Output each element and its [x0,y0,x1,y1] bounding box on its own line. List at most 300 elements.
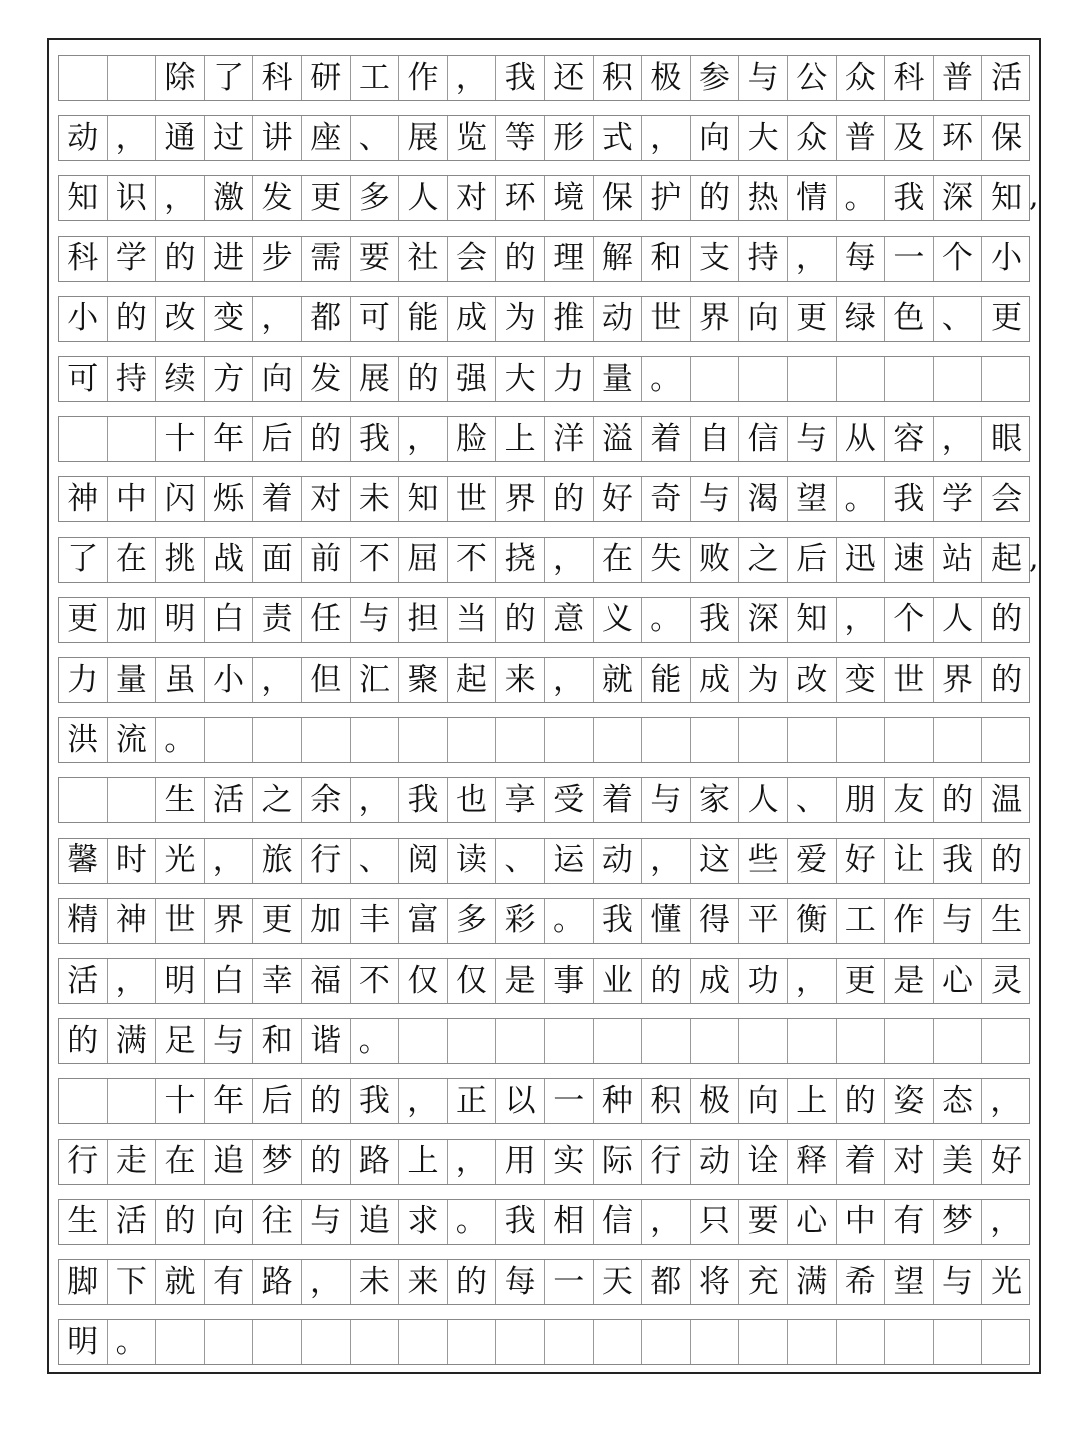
grid-char: 研 [302,56,351,100]
grid-char: 正 [448,1079,497,1123]
grid-char: 不 [351,538,400,582]
grid-empty-cell [302,718,351,762]
grid-row [58,236,1030,282]
grid-char: 未 [351,1260,400,1304]
grid-char: 生 [991,902,1023,939]
grid-char: 是 [496,959,545,1003]
grid-char: 动 [59,116,108,160]
grid-char: 站 [934,538,983,582]
grid-empty-cell [885,1320,934,1364]
grid-char: 后 [253,1079,302,1123]
grid-char: 座 [302,116,351,160]
grid-char: 的 [302,1140,351,1184]
grid-empty-cell [594,718,643,762]
grid-char: 着 [594,778,643,822]
grid-empty-cell [934,1019,983,1063]
grid-char: 对 [302,477,351,521]
grid-char: 都 [642,1260,691,1304]
grid-char: 满 [788,1260,837,1304]
grid-char: 的 [496,598,545,642]
grid-empty-cell [691,357,740,401]
grid-char: 起 [448,658,497,702]
grid-char: ， [399,1079,448,1123]
grid-char: 来 [496,658,545,702]
grid-char: 要 [351,237,400,281]
grid-char: 义 [594,598,643,642]
grid-row [58,175,1030,221]
grid-char: 可 [351,297,400,341]
grid-char: 实 [545,1140,594,1184]
grid-char: 挠 [496,538,545,582]
grid-char: 的 [302,1079,351,1123]
grid-char: 神 [108,899,157,943]
grid-char: 衡 [788,899,837,943]
grid-char: 用 [496,1140,545,1184]
grid-char: 之 [253,778,302,822]
grid-char: 对 [885,1140,934,1184]
grid-row [58,476,1030,522]
grid-char: 和 [642,237,691,281]
grid-char: 心 [934,959,983,1003]
grid-char: 活 [59,959,108,1003]
grid-char: ， [351,778,400,822]
grid-char: 相 [545,1200,594,1244]
grid-char: 色 [885,297,934,341]
grid-char: 还 [545,56,594,100]
grid-char: 变 [837,658,886,702]
grid-char: 就 [156,1260,205,1304]
grid-char: ， [108,116,157,160]
grid-char: 只 [691,1200,740,1244]
grid-char: 奇 [642,477,691,521]
grid-char: 人 [739,778,788,822]
grid-char: 好 [594,477,643,521]
grid-char: 足 [156,1019,205,1063]
grid-char: 界 [496,477,545,521]
grid-empty-cell [496,1320,545,1364]
grid-char: 展 [399,116,448,160]
grid-char: 。 [837,176,886,220]
grid-char: 意 [545,598,594,642]
grid-empty-cell [934,357,983,401]
grid-char: 面 [253,538,302,582]
grid-empty-cell [205,1320,254,1364]
grid-char: ， [253,658,302,702]
grid-char: 界 [691,297,740,341]
grid-empty-cell [59,1079,108,1123]
grid-char: 。 [545,899,594,943]
grid-char: 一 [885,237,934,281]
grid-char: 会 [991,480,1023,517]
grid-char: 。 [642,598,691,642]
grid-char: 界 [205,899,254,943]
grid-char: 事 [545,959,594,1003]
grid-char: 上 [788,1079,837,1123]
grid-empty-cell [545,1320,594,1364]
grid-empty-cell [837,357,886,401]
grid-char: 保 [991,119,1023,156]
grid-char: 向 [739,297,788,341]
grid-char: 着 [837,1140,886,1184]
grid-row [58,1078,1030,1124]
grid-char: 读 [448,839,497,883]
grid-char: 虽 [156,658,205,702]
grid-char: 极 [642,56,691,100]
grid-char: 为 [496,297,545,341]
grid-empty-cell [302,1320,351,1364]
grid-char: 更 [253,899,302,943]
grid-char: 和 [253,1019,302,1063]
grid-empty-cell [108,778,157,822]
grid-char: 境 [545,176,594,220]
grid-empty-cell [837,718,886,762]
grid-char: 我 [496,1200,545,1244]
grid-char: 的 [399,357,448,401]
grid-char: ， [990,1203,1022,1240]
grid-char: 释 [788,1140,837,1184]
grid-char: 与 [351,598,400,642]
grid-char: 行 [642,1140,691,1184]
grid-char: 馨 [59,839,108,883]
grid-char: 我 [934,839,983,883]
grid-char: 众 [788,116,837,160]
grid-char: 环 [934,116,983,160]
grid-char: 平 [739,899,788,943]
grid-char: 、 [351,116,400,160]
grid-char: 科 [253,56,302,100]
grid-char: 我 [351,1079,400,1123]
grid-char: 的 [496,237,545,281]
grid-row [58,1018,1030,1064]
grid-char: 信 [739,417,788,461]
grid-char: ， [253,297,302,341]
grid-char: 的 [991,661,1023,698]
grid-char: 生 [59,1200,108,1244]
grid-char: 持 [108,357,157,401]
grid-char: 白 [205,959,254,1003]
grid-char: 改 [156,297,205,341]
grid-char: 览 [448,116,497,160]
grid-char: 更 [837,959,886,1003]
grid-char: ， [545,658,594,702]
grid-char: 富 [399,899,448,943]
grid-char: 我 [691,598,740,642]
grid-empty-cell [885,1019,934,1063]
grid-empty-cell [982,718,1031,762]
grid-char: 未 [351,477,400,521]
grid-char: 护 [642,176,691,220]
grid-char: 世 [885,658,934,702]
grid-char: 但 [302,658,351,702]
grid-char: 知 [788,598,837,642]
grid-char: 神 [59,477,108,521]
grid-row [58,717,1030,763]
grid-empty-cell [399,1019,448,1063]
grid-char: 我 [885,477,934,521]
grid-char: 幸 [253,959,302,1003]
grid-char: 与 [739,56,788,100]
grid-char: 量 [594,357,643,401]
grid-char: 。 [351,1019,400,1063]
grid-char: 起 [991,541,1023,578]
grid-char: 激 [205,176,254,220]
grid-char: ， [837,598,886,642]
grid-char: 中 [108,477,157,521]
grid-empty-cell [351,1320,400,1364]
grid-char: 之 [739,538,788,582]
grid-char: 担 [399,598,448,642]
grid-char: 会 [448,237,497,281]
grid-char: 明 [59,1320,108,1364]
grid-char: 的 [991,601,1023,638]
grid-char: 我 [496,56,545,100]
grid-char: 除 [156,56,205,100]
grid-char: 往 [253,1200,302,1244]
grid-char: 福 [302,959,351,1003]
grid-char: 谐 [302,1019,351,1063]
grid-empty-cell [545,718,594,762]
grid-char: 受 [545,778,594,822]
grid-empty-cell [837,1320,886,1364]
grid-char: 也 [448,778,497,822]
grid-char: ， [642,116,691,160]
grid-char: 望 [885,1260,934,1304]
grid-char: 上 [399,1140,448,1184]
grid-char: 强 [448,357,497,401]
grid-char: 步 [253,237,302,281]
grid-char: 的 [156,1200,205,1244]
grid-char: 满 [108,1019,157,1063]
grid-char: 信 [594,1200,643,1244]
grid-char: 加 [108,598,157,642]
grid-empty-cell [448,1019,497,1063]
grid-char: 烁 [205,477,254,521]
grid-empty-cell [739,1019,788,1063]
grid-char: 流 [108,718,157,762]
grid-char: 动 [594,839,643,883]
grid-char: 灵 [991,962,1023,999]
grid-row [58,416,1030,462]
grid-char: 小 [205,658,254,702]
grid-char: 的 [642,959,691,1003]
grid-char: 态 [934,1079,983,1123]
grid-char: 丰 [351,899,400,943]
grid-char: 聚 [399,658,448,702]
grid-char: 等 [496,116,545,160]
grid-char: 科 [885,56,934,100]
grid-char: 的 [545,477,594,521]
grid-row [58,356,1030,402]
grid-char: 天 [594,1260,643,1304]
grid-char: 温 [991,781,1023,818]
grid-char: 热 [739,176,788,220]
grid-char: 参 [691,56,740,100]
grid-char: 与 [642,778,691,822]
grid-char: 精 [59,899,108,943]
grid-char: 向 [739,1079,788,1123]
grid-empty-cell [934,718,983,762]
grid-char: 的 [156,237,205,281]
grid-char: 个 [934,237,983,281]
grid-char: 中 [837,1200,886,1244]
grid-char: 充 [739,1260,788,1304]
grid-empty-cell [934,1320,983,1364]
grid-char: 加 [302,899,351,943]
grid-empty-cell [837,1019,886,1063]
grid-char: 的 [448,1260,497,1304]
grid-empty-cell [739,718,788,762]
grid-char: 方 [205,357,254,401]
grid-char: 知 [59,176,108,220]
grid-char: 有 [205,1260,254,1304]
grid-char: 。 [156,718,205,762]
grid-char: 动 [594,297,643,341]
grid-char: 希 [837,1260,886,1304]
grid-empty-cell [496,718,545,762]
grid-char: 姿 [885,1079,934,1123]
grid-char: 着 [642,417,691,461]
grid-char: 旅 [253,839,302,883]
grid-char: 美 [934,1140,983,1184]
grid-char: 家 [691,778,740,822]
grid-char: 责 [253,598,302,642]
grid-row [58,1139,1030,1185]
grid-row [58,1199,1030,1245]
grid-char: 求 [399,1200,448,1244]
grid-char: 对 [448,176,497,220]
grid-char: 情 [788,176,837,220]
grid-char: 时 [108,839,157,883]
grid-empty-cell [982,1019,1031,1063]
grid-char: 改 [788,658,837,702]
grid-char: ， [788,237,837,281]
grid-char: 我 [399,778,448,822]
grid-char: ， [108,959,157,1003]
grid-char: 向 [691,116,740,160]
grid-char: 败 [691,538,740,582]
grid-empty-cell [885,357,934,401]
grid-char: 环 [496,176,545,220]
grid-char: 从 [837,417,886,461]
grid-char: 成 [691,658,740,702]
grid-row [58,296,1030,342]
grid-char: 行 [302,839,351,883]
grid-char: 后 [788,538,837,582]
grid-empty-cell [399,1320,448,1364]
grid-empty-cell [642,718,691,762]
grid-char: 。 [108,1320,157,1364]
grid-row [58,1319,1030,1365]
grid-char: 前 [302,538,351,582]
grid-char: 持 [739,237,788,281]
grid-char: 进 [205,237,254,281]
grid-char: 的 [302,417,351,461]
grid-char: 更 [991,300,1023,337]
grid-char: 明 [156,598,205,642]
grid-char: 的 [934,778,983,822]
grid-row [58,657,1030,703]
grid-char: 变 [205,297,254,341]
grid-char: 、 [934,297,983,341]
grid-empty-cell [885,718,934,762]
grid-char: 容 [885,417,934,461]
grid-char: 让 [885,839,934,883]
grid-row [58,958,1030,1004]
grid-char: 些 [739,839,788,883]
grid-char: 推 [545,297,594,341]
grid-char: 式 [594,116,643,160]
grid-char: 及 [885,116,934,160]
grid-char: 就 [594,658,643,702]
grid-char: 的 [108,297,157,341]
grid-char: 十 [156,417,205,461]
grid-char: 有 [885,1200,934,1244]
grid-char: 在 [156,1140,205,1184]
grid-char: ， [302,1260,351,1304]
grid-char: 懂 [642,899,691,943]
grid-char: 战 [205,538,254,582]
grid-char: 深 [739,598,788,642]
grid-char: 需 [302,237,351,281]
grid-char: 的 [837,1079,886,1123]
grid-char: 小 [991,240,1023,277]
grid-char: 个 [885,598,934,642]
grid-char: ， [156,176,205,220]
grid-char: 汇 [351,658,400,702]
grid-char: 为 [739,658,788,702]
grid-char: 我 [351,417,400,461]
grid-char: 知 [399,477,448,521]
grid-char: 光 [991,1263,1023,1300]
grid-char: 每 [837,237,886,281]
grid-char: 界 [934,658,983,702]
grid-char: 向 [253,357,302,401]
grid-char: 速 [885,538,934,582]
grid-char: 动 [691,1140,740,1184]
grid-char: 知 [991,179,1023,216]
grid-char: 在 [108,538,157,582]
grid-char: 。 [837,477,886,521]
grid-char: 当 [448,598,497,642]
grid-char: 要 [739,1200,788,1244]
grid-char: 普 [934,56,983,100]
grid-char: 工 [351,56,400,100]
grid-char: 心 [788,1200,837,1244]
grid-char: 。 [642,357,691,401]
grid-char: 能 [642,658,691,702]
grid-char: 展 [351,357,400,401]
grid-char: 友 [885,778,934,822]
grid-char: 保 [594,176,643,220]
grid-char: 彩 [496,899,545,943]
grid-char: ， [642,839,691,883]
grid-char: 朋 [837,778,886,822]
grid-empty-cell [691,1320,740,1364]
grid-char: 好 [991,1143,1023,1180]
grid-char: ， [448,56,497,100]
grid-row [58,898,1030,944]
grid-char: 在 [594,538,643,582]
grid-char: 与 [934,1260,983,1304]
grid-char: 追 [351,1200,400,1244]
grid-char: 的 [59,1019,108,1063]
grid-char: ， [934,417,983,461]
grid-row [58,115,1030,161]
grid-char: 渴 [739,477,788,521]
grid-empty-cell [691,1019,740,1063]
grid-char: 活 [108,1200,157,1244]
grid-char: 这 [691,839,740,883]
